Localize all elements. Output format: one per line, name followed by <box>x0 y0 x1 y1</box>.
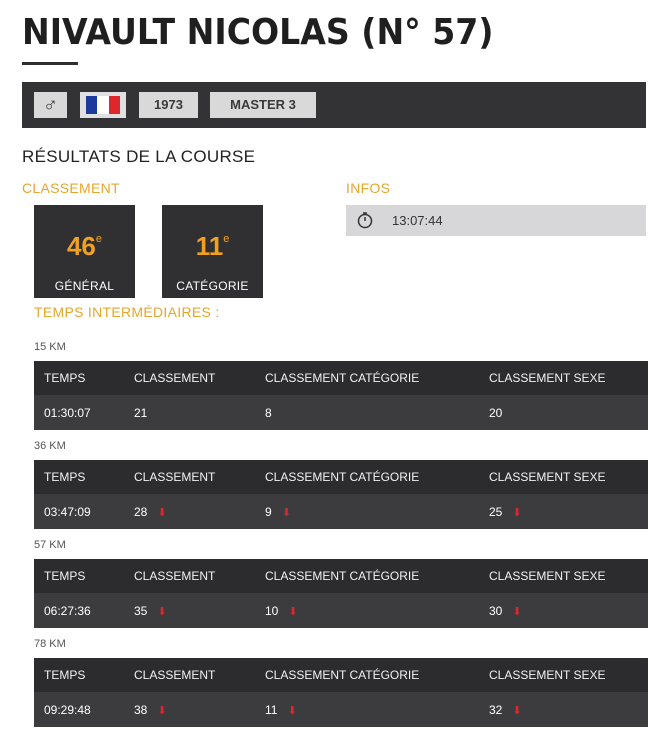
cell-value: 30 <box>489 604 503 618</box>
split-sexe-cell <box>489 604 522 618</box>
table-row <box>34 692 648 727</box>
column-header: CLASSEMENT SEXE <box>489 371 606 385</box>
split-distance-label: 57 KM <box>34 539 66 551</box>
column-header: CLASSEMENT CATÉGORIE <box>265 569 420 583</box>
category-badge: MASTER 3 <box>210 92 316 118</box>
rank-down-arrow-icon: ⬇ <box>512 507 522 519</box>
results-heading: RÉSULTATS DE LA COURSE <box>22 147 256 166</box>
title-underline <box>22 62 78 65</box>
category-rank-label: CATÉGORIE <box>176 279 249 293</box>
table-row <box>34 395 648 430</box>
rank-down-arrow-icon: ⬇ <box>157 705 167 717</box>
cell-value: 01:30:07 <box>44 406 91 420</box>
column-header: CLASSEMENT CATÉGORIE <box>265 668 420 682</box>
column-header: CLASSEMENT <box>134 371 216 385</box>
rank-down-arrow-icon: ⬇ <box>157 606 167 618</box>
classement-heading: CLASSEMENT <box>22 180 120 196</box>
general-rank-value: 46e <box>66 231 103 261</box>
split-table <box>34 658 648 727</box>
cell-value: 21 <box>134 406 148 420</box>
split-cat-cell <box>265 505 291 519</box>
split-sexe-cell <box>489 406 502 420</box>
cell-value: 32 <box>489 703 503 717</box>
cell-value: 03:47:09 <box>44 505 91 519</box>
split-cat-cell <box>265 406 272 420</box>
column-header: CLASSEMENT SEXE <box>489 470 606 484</box>
cell-value: 35 <box>134 604 148 618</box>
split-temps-cell <box>44 703 91 717</box>
split-table <box>34 559 648 628</box>
split-distance-label: 15 KM <box>34 341 66 353</box>
runner-badges-bar <box>22 82 646 128</box>
split-temps-cell <box>44 406 91 420</box>
split-table <box>34 460 648 529</box>
column-header: CLASSEMENT SEXE <box>489 668 606 682</box>
splits-heading: TEMPS INTERMÉDIAIRES : <box>34 304 220 320</box>
race-time-info <box>346 205 646 236</box>
column-header: CLASSEMENT CATÉGORIE <box>265 470 420 484</box>
split-temps-cell <box>44 505 91 519</box>
table-row <box>34 494 648 529</box>
split-table <box>34 361 648 430</box>
category-rank-box <box>162 205 263 298</box>
cell-value: 28 <box>134 505 148 519</box>
split-classement-cell <box>134 406 147 420</box>
cell-value: 09:29:48 <box>44 703 91 717</box>
category-rank-value: 11e <box>195 231 230 261</box>
cell-value: 10 <box>265 604 279 618</box>
cell-value: 38 <box>134 703 148 717</box>
column-header: CLASSEMENT <box>134 470 216 484</box>
rank-down-arrow-icon: ⬇ <box>157 507 167 519</box>
split-classement-cell <box>134 604 167 618</box>
rank-down-arrow-icon: ⬇ <box>512 606 522 618</box>
birth-year-badge: 1973 <box>139 92 198 118</box>
column-header: CLASSEMENT SEXE <box>489 569 606 583</box>
column-header: TEMPS <box>44 371 86 385</box>
cell-value: 06:27:36 <box>44 604 91 618</box>
infos-heading: INFOS <box>346 180 391 196</box>
column-header: CLASSEMENT <box>134 668 216 682</box>
rank-down-arrow-icon: ⬇ <box>281 507 291 519</box>
table-row <box>34 593 648 628</box>
stopwatch-icon <box>356 211 374 229</box>
column-header: TEMPS <box>44 668 86 682</box>
split-classement-cell <box>134 703 167 717</box>
split-classement-cell <box>134 505 167 519</box>
rank-down-arrow-icon: ⬇ <box>288 606 298 618</box>
split-temps-cell <box>44 604 91 618</box>
male-icon: ♂ <box>34 92 67 118</box>
france-flag-icon <box>80 92 126 118</box>
split-sexe-cell <box>489 505 522 519</box>
split-table-header <box>34 658 648 692</box>
column-header: TEMPS <box>44 569 86 583</box>
split-table-header <box>34 361 648 395</box>
page-title: NIVAULT NICOLAS (N° 57) <box>22 12 494 53</box>
split-table-header <box>34 559 648 593</box>
race-time: 13:07:44 <box>392 213 443 228</box>
rank-down-arrow-icon: ⬇ <box>287 705 297 717</box>
cell-value: 20 <box>489 406 503 420</box>
split-cat-cell <box>265 604 298 618</box>
cell-value: 9 <box>265 505 272 519</box>
general-rank-box <box>34 205 135 298</box>
rank-down-arrow-icon: ⬇ <box>512 705 522 717</box>
cell-value: 11 <box>265 703 278 717</box>
split-table-header <box>34 460 648 494</box>
column-header: TEMPS <box>44 470 86 484</box>
cell-value: 8 <box>265 406 272 420</box>
split-cat-cell <box>265 703 297 717</box>
split-distance-label: 78 KM <box>34 638 66 650</box>
column-header: CLASSEMENT <box>134 569 216 583</box>
split-distance-label: 36 KM <box>34 440 66 452</box>
general-rank-label: GÉNÉRAL <box>54 279 115 293</box>
cell-value: 25 <box>489 505 503 519</box>
split-sexe-cell <box>489 703 522 717</box>
column-header: CLASSEMENT CATÉGORIE <box>265 371 420 385</box>
